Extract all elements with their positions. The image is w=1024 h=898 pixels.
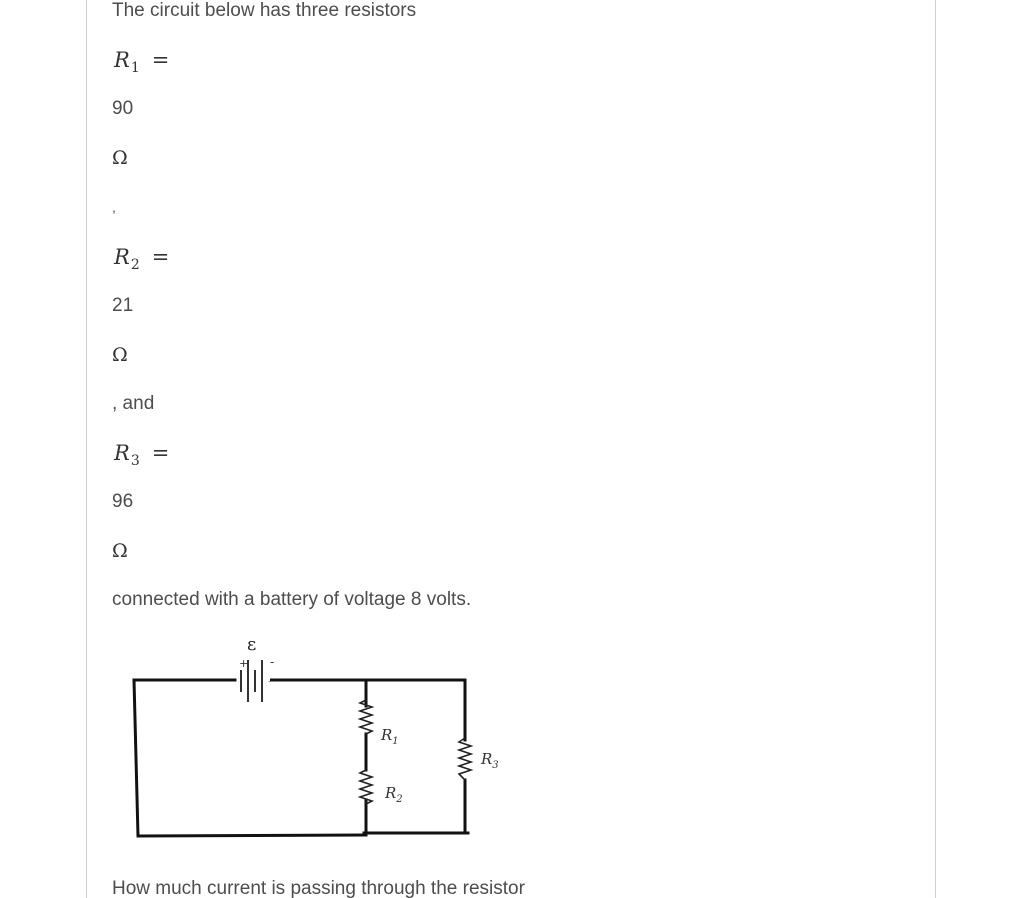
r2-value: 21 (112, 295, 134, 316)
r3-unit: Ω (112, 540, 128, 562)
circuit-diagram (127, 630, 527, 845)
r3-symbol: R (114, 441, 130, 465)
question-panel (86, 0, 936, 898)
r3-expression (114, 441, 169, 473)
r2-symbol: R (114, 245, 130, 269)
r1-value: 90 (112, 98, 134, 119)
r2-unit: Ω (112, 344, 128, 366)
followup-question: How much current is passing through the resistor (112, 878, 525, 898)
r1-equals: = (151, 48, 170, 72)
r1-separator: , (112, 199, 116, 215)
battery-minus: - (270, 655, 275, 669)
r3-subscript: 3 (130, 453, 140, 469)
r2-subscript: 2 (130, 257, 140, 273)
wire-left-loop (134, 680, 364, 836)
emf-label: ε (247, 634, 257, 655)
battery-text: connected with a battery of voltage 8 volts. (112, 589, 472, 610)
r3-resistor-icon (459, 738, 471, 780)
r1-unit: Ω (112, 147, 128, 169)
r2-equals: = (151, 245, 170, 269)
battery-plus: + (239, 657, 249, 670)
r2-expression (114, 245, 169, 277)
r1-symbol: R (114, 48, 130, 72)
r3-value: 96 (112, 491, 134, 512)
r2-separator: , and (112, 393, 155, 414)
r3-equals: = (151, 441, 170, 465)
r1-subscript: 1 (130, 60, 140, 76)
r2-diagram-label: $R_2$ (385, 784, 403, 805)
r1-expression (114, 48, 169, 80)
r2-resistor-icon (360, 770, 372, 804)
intro-text: The circuit below has three resistors (112, 0, 417, 21)
r1-resistor-icon (360, 700, 372, 734)
r3-diagram-label: $R_3$ (481, 750, 499, 771)
r1-diagram-label: $R_1$ (381, 726, 399, 747)
